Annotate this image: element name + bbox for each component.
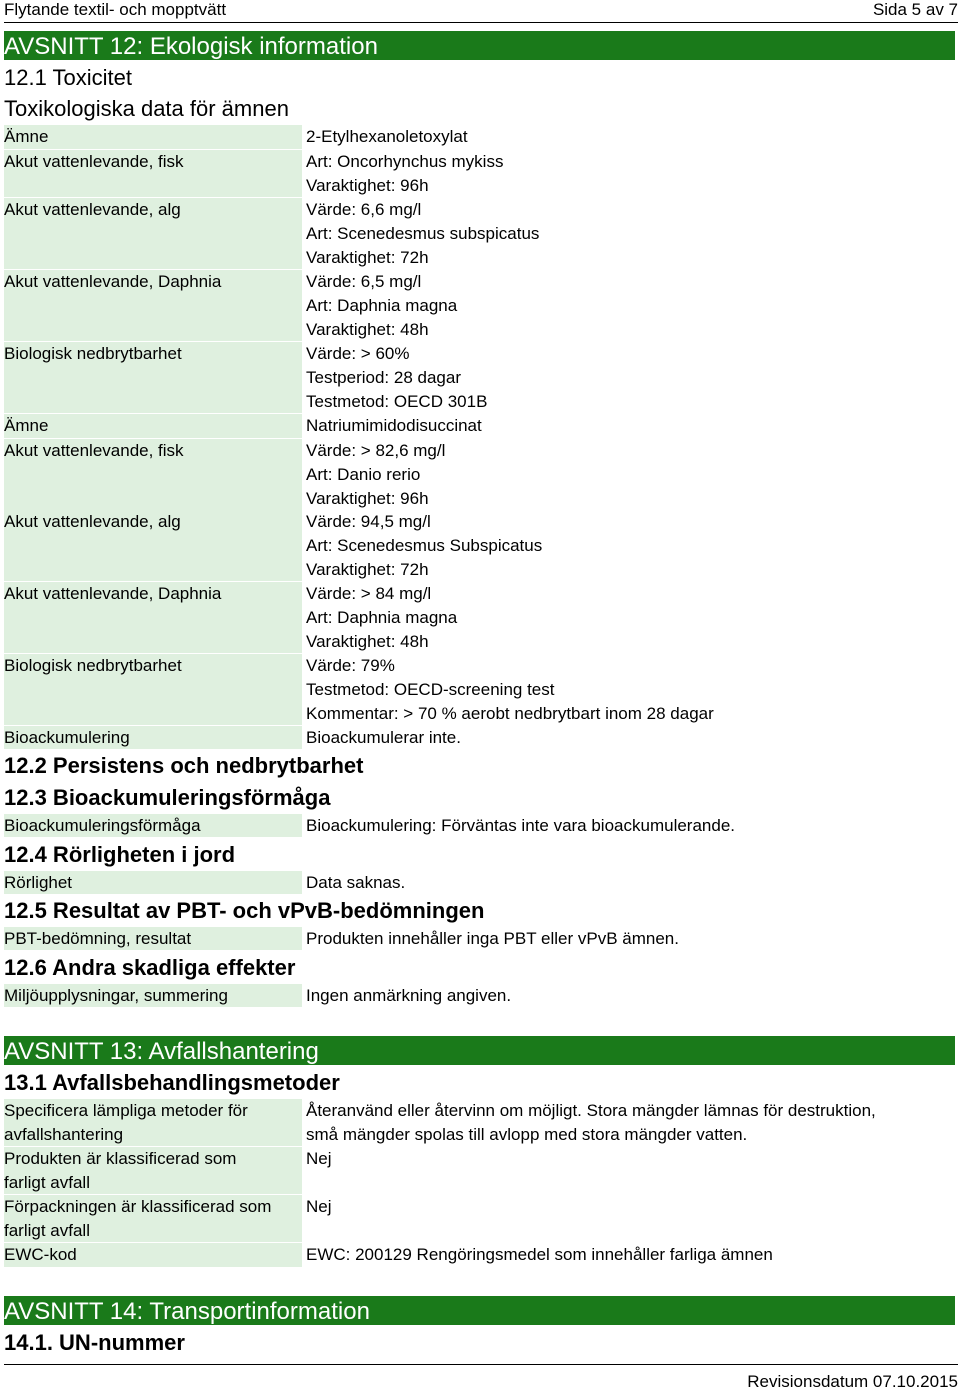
section-12-title: AVSNITT 12: Ekologisk information [4, 33, 378, 60]
page-number: Sida 5 av 7 [872, 0, 958, 19]
section-12-header [4, 31, 955, 60]
row-label: EWC-kod [4, 1243, 302, 1267]
tox-data-heading: Toxikologiska data för ämnen [4, 96, 289, 121]
row-label: Akut vattenlevande, alg [4, 198, 302, 269]
row-label: Miljöupplysningar, summering [4, 984, 302, 1007]
subsection-12-2: 12.2 Persistens och nedbrytbarhet [4, 753, 364, 778]
row-value: Återanvänd eller återvinn om möjligt. Stora mängder lämnas för destruktion, små mängder spolas till avlopp med stora mängder vatten. [306, 1101, 876, 1144]
subsection-12-3: 12.3 Bioackumuleringsförmåga [4, 785, 331, 810]
document-header [4, 0, 958, 22]
row-label: Ämne [4, 125, 302, 149]
section-14-header [4, 1296, 955, 1325]
row-value: Data saknas. [306, 873, 406, 892]
row-value: Nej [306, 1197, 332, 1216]
row-value: Värde: > 84 mg/l Art: Daphnia magna Varaktighet: 48h [306, 584, 458, 651]
row-value: Bioackumulerar inte. [306, 728, 461, 747]
subsection-12-4: 12.4 Rörligheten i jord [4, 842, 236, 867]
row-label: Rörlighet [4, 871, 302, 894]
row-label: Förpackningen är klassificerad som farligt avfall [4, 1195, 302, 1242]
row-label: Akut vattenlevande, fisk [4, 150, 302, 197]
row-value: Art: Oncorhynchus mykiss Varaktighet: 96h [306, 152, 504, 195]
row-value: EWC: 200129 Rengöringsmedel som innehåller farliga ämnen [306, 1245, 773, 1264]
row-label: Akut vattenlevande, Daphnia [4, 582, 302, 653]
row-label: Bioackumuleringsförmåga [4, 814, 302, 837]
section-13-title: AVSNITT 13: Avfallshantering [4, 1038, 319, 1065]
row-value: Värde: > 82,6 mg/l Art: Danio rerio Varaktighet: 96h [306, 441, 446, 508]
row-value: Ingen anmärkning angiven. [306, 986, 512, 1005]
row-label: Ämne [4, 414, 302, 438]
subsection-14-1: 14.1. UN-nummer [4, 1330, 185, 1355]
row-label: Akut vattenlevande, alg [4, 510, 302, 581]
subsection-13-1: 13.1 Avfallsbehandlingsmetoder [4, 1070, 340, 1095]
row-label: Akut vattenlevande, Daphnia [4, 270, 302, 341]
row-label: Akut vattenlevande, fisk [4, 439, 302, 510]
row-value: Värde: > 60% Testperiod: 28 dagar Testmetod: OECD 301B [306, 344, 488, 411]
row-value: Värde: 6,5 mg/l Art: Daphnia magna Varaktighet: 48h [306, 272, 458, 339]
row-label: Specificera lämpliga metoder för avfallshantering [4, 1099, 302, 1146]
document-title: Flytande textil- och mopptvätt [4, 0, 227, 19]
row-value: Natriumimidodisuccinat [306, 416, 482, 435]
subsection-12-5: 12.5 Resultat av PBT- och vPvB-bedömningen [4, 898, 485, 923]
row-label: Produkten är klassificerad som farligt avfall [4, 1147, 302, 1194]
row-label: Bioackumulering [4, 726, 302, 749]
header-divider [4, 22, 958, 23]
row-label: Biologisk nedbrytbarhet [4, 342, 302, 413]
footer-divider [4, 1364, 958, 1365]
section-14-title: AVSNITT 14: Transportinformation [4, 1298, 370, 1325]
subsection-12-1: 12.1 Toxicitet [4, 65, 133, 90]
subsection-12-6: 12.6 Andra skadliga effekter [4, 955, 296, 980]
row-value: 2-Etylhexanoletoxylat [306, 127, 468, 146]
row-value: Värde: 94,5 mg/l Art: Scenedesmus Subspicatus Varaktighet: 72h [306, 512, 543, 579]
section-13-header [4, 1036, 955, 1065]
row-value: Värde: 79% Testmetod: OECD-screening test Kommentar: > 70 % aerobt nedbrytbart inom 28 dagar [306, 656, 714, 723]
row-value: Värde: 6,6 mg/l Art: Scenedesmus subspicatus Varaktighet: 72h [306, 200, 540, 267]
row-value: Bioackumulering: Förväntas inte vara bioackumulerande. [306, 816, 736, 835]
row-label: PBT-bedömning, resultat [4, 927, 302, 950]
row-label: Biologisk nedbrytbarhet [4, 654, 302, 725]
revision-date: Revisionsdatum 07.10.2015 [747, 1372, 958, 1391]
row-value: Nej [306, 1149, 332, 1168]
row-value: Produkten innehåller inga PBT eller vPvB ämnen. [306, 929, 679, 948]
